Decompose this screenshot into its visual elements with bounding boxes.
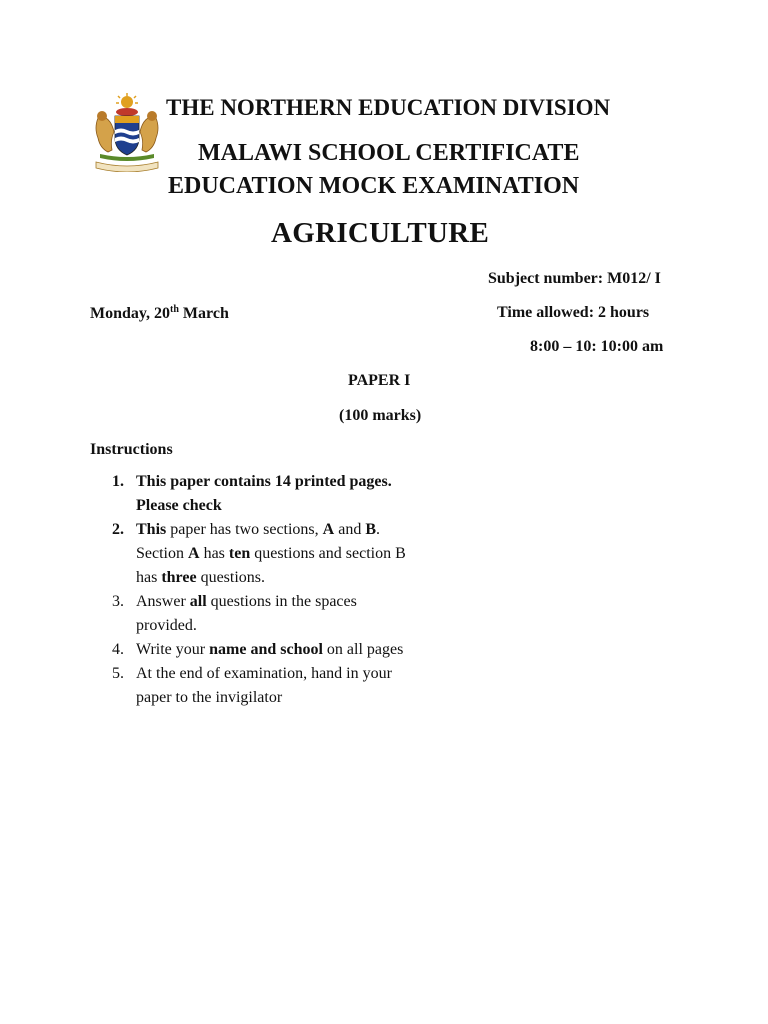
subject-title: AGRICULTURE bbox=[271, 217, 490, 249]
date-suffix: March bbox=[178, 305, 229, 322]
date-prefix: Monday, 20 bbox=[90, 305, 171, 322]
marks-label: (100 marks) bbox=[339, 407, 422, 424]
paper-label: PAPER I bbox=[348, 372, 411, 389]
instruction-text: Write your bbox=[136, 641, 210, 658]
subject-number: Subject number: M012/ I bbox=[488, 270, 661, 287]
date-sup: th bbox=[170, 304, 179, 315]
exam-title: EDUCATION MOCK EXAMINATION bbox=[168, 173, 580, 199]
instruction-text: questions and section B has bbox=[136, 545, 406, 586]
instruction-item bbox=[112, 470, 406, 518]
certificate-title: MALAWI SCHOOL CERTIFICATE bbox=[198, 140, 580, 166]
instructions-list bbox=[90, 470, 406, 710]
exam-date bbox=[90, 304, 229, 323]
instruction-item bbox=[112, 662, 406, 710]
instruction-text: paper has two sections, bbox=[166, 521, 323, 538]
instruction-text: B bbox=[365, 521, 376, 538]
time-range: 8:00 – 10: 10:00 am bbox=[530, 338, 664, 355]
instruction-text: ten bbox=[228, 545, 251, 562]
instruction-text: and bbox=[334, 521, 366, 538]
instruction-text: Answer bbox=[136, 593, 190, 610]
instruction-text: This paper contains 14 printed pages. Please check bbox=[136, 473, 392, 514]
instruction-text: questions. bbox=[196, 569, 266, 586]
instruction-text: A bbox=[322, 521, 335, 538]
instruction-item bbox=[112, 518, 406, 590]
instruction-text: A bbox=[188, 545, 200, 562]
instruction-number: 3. bbox=[112, 593, 124, 610]
instruction-text: on all pages bbox=[322, 641, 404, 658]
instruction-text: At the end of examination, hand in your paper to the invigilator bbox=[136, 665, 392, 706]
instruction-number: 4. bbox=[112, 641, 124, 658]
time-allowed: Time allowed: 2 hours bbox=[497, 304, 650, 321]
coat-of-arms-icon bbox=[88, 92, 166, 172]
instruction-number: 2. bbox=[112, 521, 124, 538]
instruction-text: has bbox=[199, 545, 229, 562]
instruction-number: 1. bbox=[112, 473, 124, 490]
instruction-number: 5. bbox=[112, 665, 124, 682]
instruction-text: This bbox=[136, 521, 167, 538]
instruction-item bbox=[112, 590, 406, 638]
instruction-text: name and school bbox=[209, 641, 323, 658]
instructions-heading: Instructions bbox=[90, 441, 173, 458]
instruction-text: all bbox=[189, 593, 207, 610]
instruction-text: . Section bbox=[136, 521, 380, 562]
instruction-text: questions in the spaces provided. bbox=[136, 593, 357, 634]
instruction-text: three bbox=[161, 569, 197, 586]
instruction-item bbox=[112, 638, 406, 662]
division-title: THE NORTHERN EDUCATION DIVISION bbox=[166, 95, 611, 120]
